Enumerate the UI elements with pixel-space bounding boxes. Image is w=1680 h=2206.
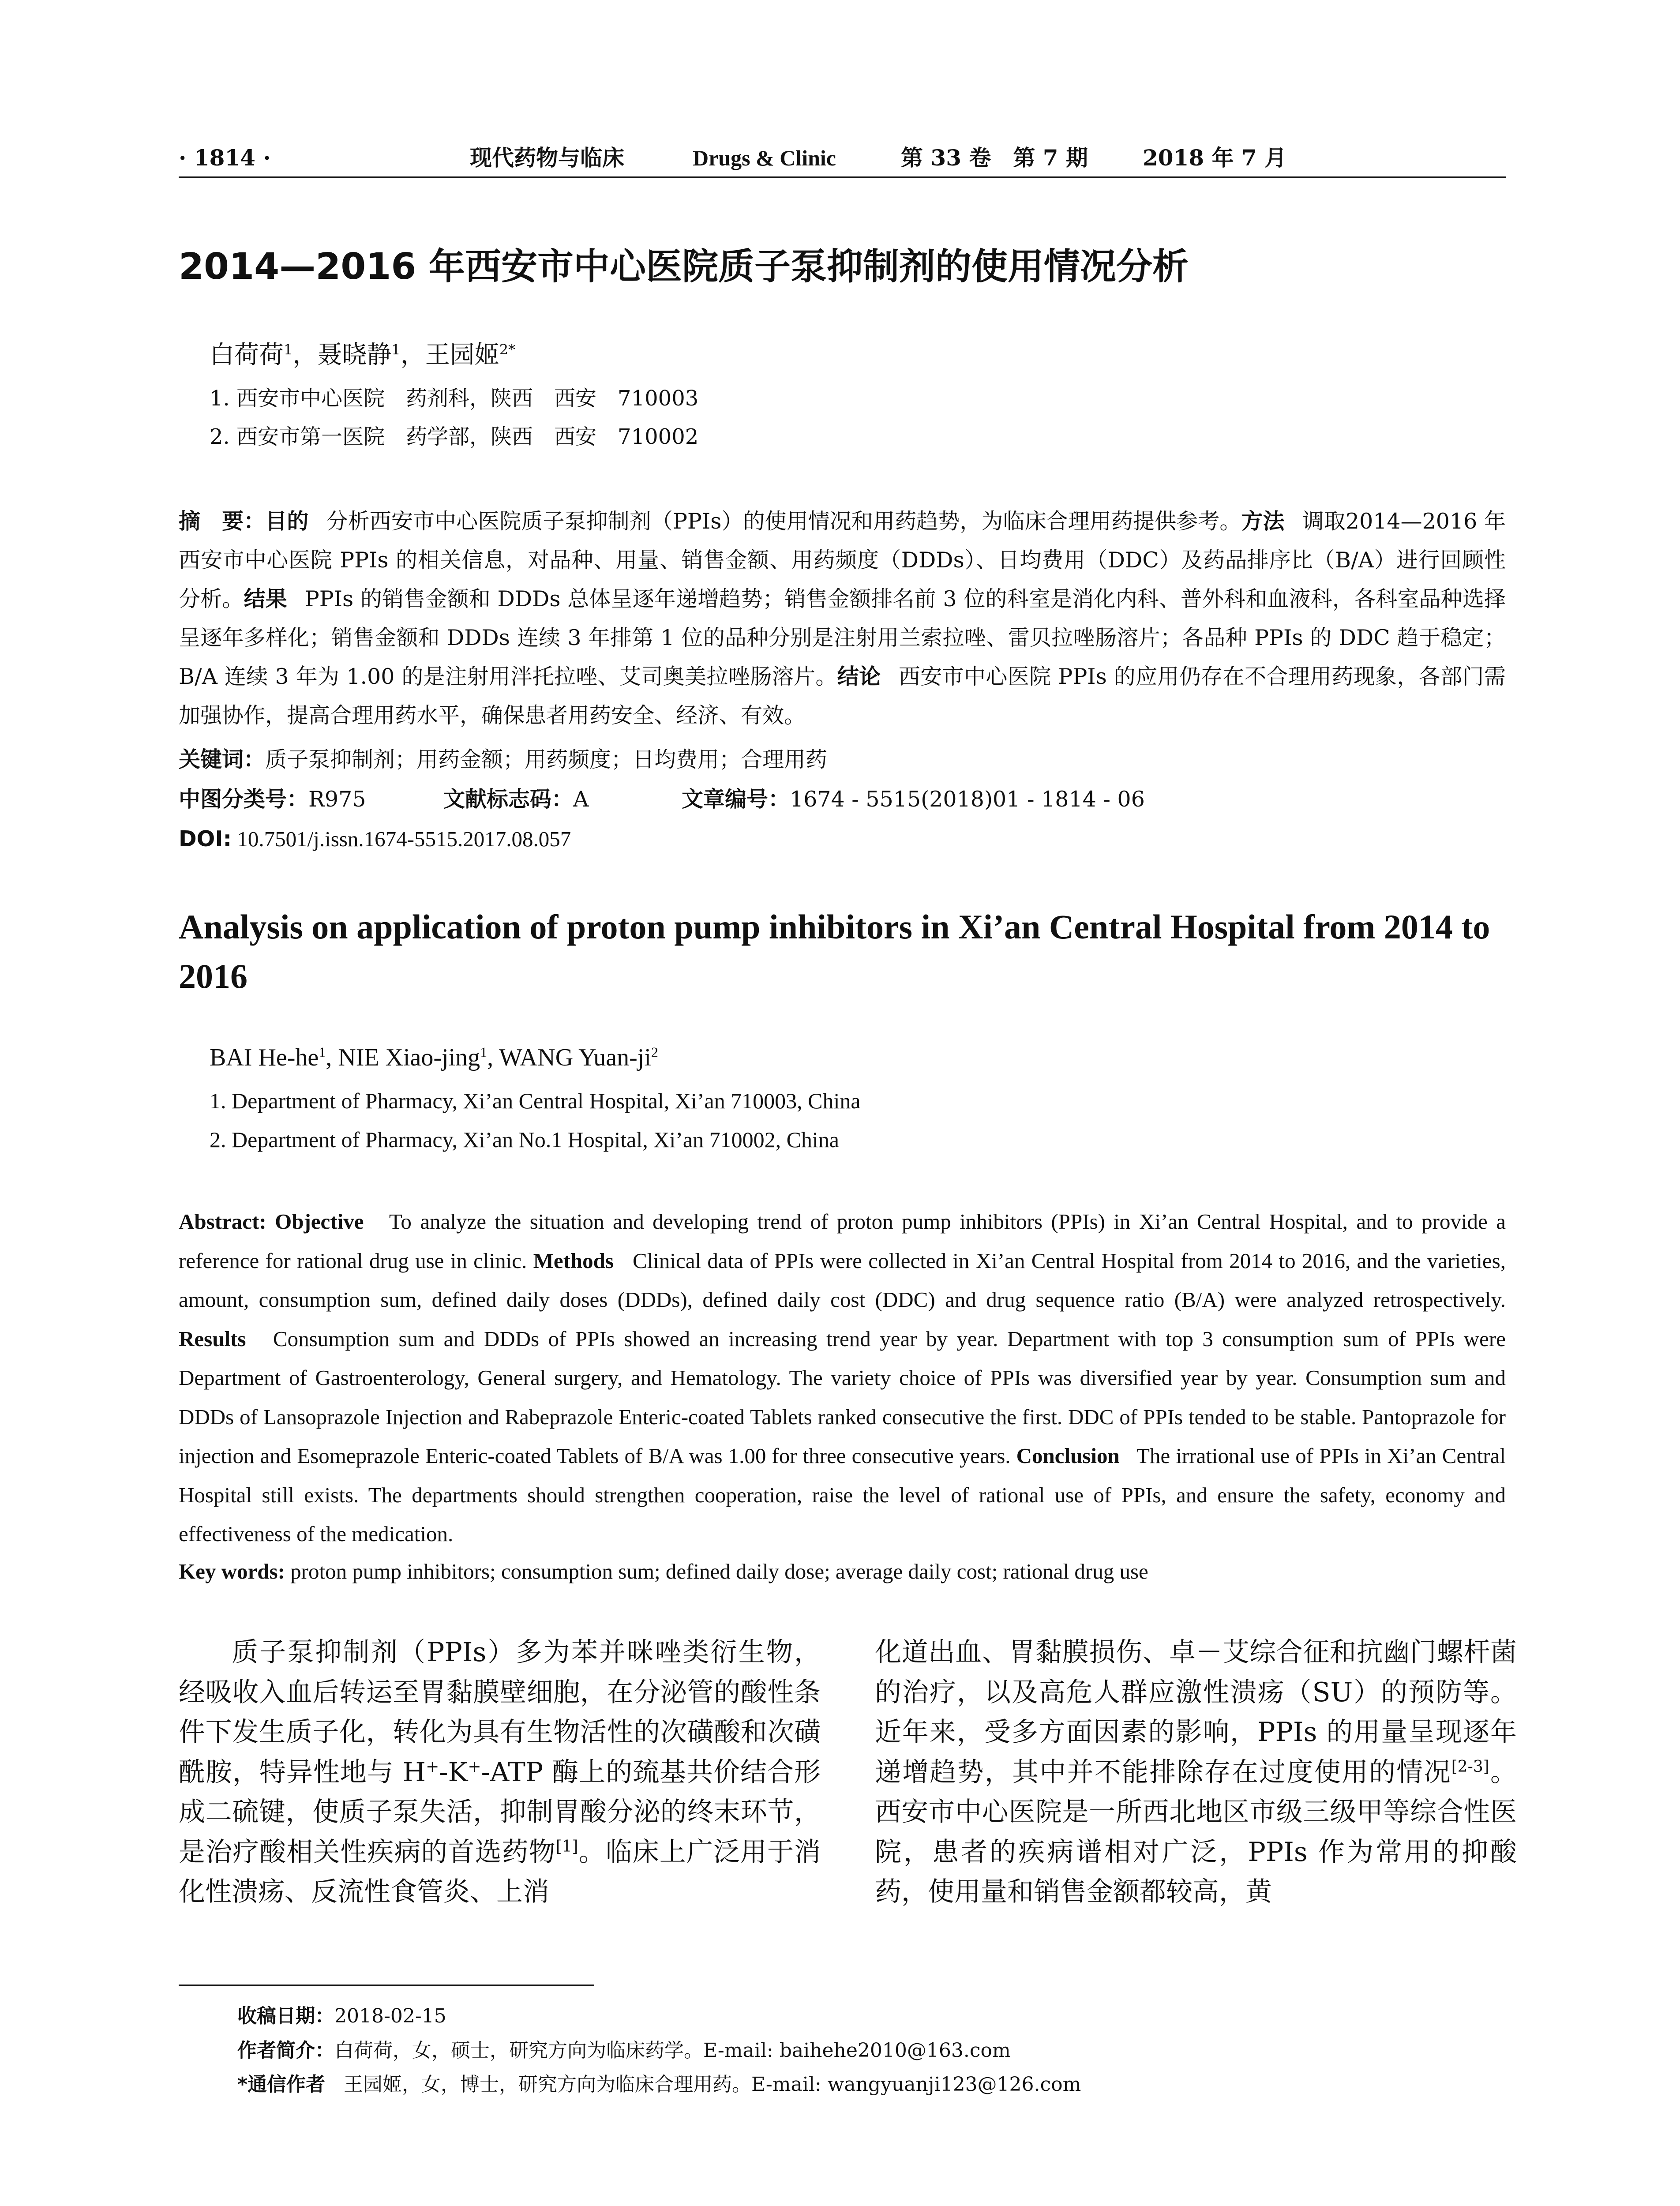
keywords-label: 关键词：: [179, 747, 266, 772]
body-text: 。临床上广泛用于消化性溃疡、反流性食管炎、上消: [179, 1836, 821, 1907]
affiliation-en: 2. Department of Pharmacy, Xi’an No.1 Hospital, Xi’an 710002, China: [210, 1127, 840, 1152]
keywords-cn: [179, 742, 827, 777]
received-date: 2018-02-15: [334, 2005, 446, 2027]
keywords-text: proton pump inhibitors; consumption sum; defined daily dose; average daily cost; rational drug use: [290, 1559, 1148, 1583]
article-title-en: Analysis on application of proton pump inhibitors in Xi’an Central Hospital from 2014 to 2016: [179, 908, 1490, 995]
body-text: 。西安市中心医院是一所西北地区市级三级甲等综合性医院，患者的疾病谱相对广泛，PPIs 作为常用的抑酸药，使用量和销售金额都较高，黄: [875, 1756, 1517, 1907]
superscript: +: [468, 1757, 481, 1776]
objective-text: To analyze the situation and developing trend of proton pump inhibitors (PPIs) in Xi’an Central Hospital, and to provide a reference for rational drug use in clinic.: [179, 1209, 1506, 1273]
body-column-right: [875, 1632, 1517, 1912]
page-number: · 1814 ·: [179, 145, 271, 171]
conclusion-text: The irrational use of PPIs in Xi’an Central Hospital still exists. The departments should strengthen cooperation, raise the level of rational use of PPIs, and ensure the safety, economy and effectiveness of the medication.: [179, 1444, 1506, 1546]
affiliation-en: 1. Department of Pharmacy, Xi’an Central Hospital, Xi’an 710003, China: [210, 1088, 861, 1113]
footnote-author: [237, 2037, 1011, 2064]
conclusion-label: Conclusion: [1016, 1444, 1120, 1468]
article-title-cn: 2014—2016 年西安市中心医院质子泵抑制剂的使用情况分析: [179, 246, 1189, 288]
doc-code: A: [573, 787, 589, 812]
author-intro: 白荷荷，女，硕士，研究方向为临床药学。E-mail: baihehe2010@163.com: [334, 2039, 1011, 2062]
received-label: 收稿日期：: [237, 2005, 334, 2027]
abstract-label: 摘 要：: [179, 509, 266, 534]
body-text: 化道出血、胃黏膜损伤、卓－艾综合征和抗幽门螺杆菌的治疗，以及高危人群应激性溃疡（SU）的预防等。近年来，受多方面因素的影响，PPIs 的用量呈现逐年递增趋势，其中并不能排除存在过度使用的情况: [875, 1637, 1517, 1788]
keywords-label: Key words:: [179, 1559, 285, 1583]
doi-link[interactable]: 10.7501/j.issn.1674-5515.2017.08.057: [237, 827, 571, 851]
body-text: 质子泵抑制剂（PPIs）多为苯并咪唑类衍生物，经吸收入血后转运至胃黏膜壁细胞，在分泌管的酸性条件下发生质子化，转化为具有生物活性的次磺酸和次磺酰胺，特异性地与 H: [179, 1637, 821, 1788]
corresponding-info: 王园姬，女，博士，研究方向为临床合理用药。E-mail: wangyuanji123@126.com: [343, 2073, 1081, 2096]
body-text: -K: [439, 1756, 468, 1788]
footnote-received: [237, 2003, 446, 2030]
objective-label: 目的: [265, 509, 309, 534]
conclusion-label: 结论: [837, 664, 881, 689]
affiliation-cn: 1. 西安市中心医院 药剂科，陕西 西安 710003: [210, 386, 699, 411]
affiliation-cn: 2. 西安市第一医院 药学部，陕西 西安 710002: [210, 424, 699, 449]
journal-name-en: Drugs & Clinic: [693, 146, 836, 170]
superscript: +: [426, 1757, 439, 1776]
body-text: -ATP 酶上的巯基共价结合形成二硫键，使质子泵失活，抑制胃酸分泌的终末环节，是治疗酸相关性疾病的首选药物: [179, 1756, 821, 1868]
footnote-rule: [179, 1985, 594, 1986]
keywords-text: 质子泵抑制剂；用药金额；用药频度；日均费用；合理用药: [265, 747, 828, 772]
citation-ref[interactable]: [2-3]: [1451, 1757, 1489, 1776]
author-name: BAI He-he: [210, 1044, 319, 1071]
keywords-en: [179, 1552, 1506, 1591]
objective-text: 分析西安市中心医院质子泵抑制剂（PPIs）的使用情况和用药趋势，为临床合理用药提供参考。: [326, 509, 1241, 534]
author-affiliation-mark: 1: [284, 341, 293, 358]
author-name: NIE Xiao-jing: [338, 1044, 480, 1071]
running-header: [179, 140, 1506, 176]
results-label: 结果: [244, 586, 287, 612]
article-number-label: 文章编号：: [682, 787, 790, 812]
classification-row: [179, 782, 1145, 817]
doc-code-label: 文献标志码：: [443, 787, 574, 812]
author-name: WANG Yuan-ji: [499, 1044, 651, 1071]
author-intro-label: 作者简介：: [237, 2039, 334, 2062]
author-list-cn: 白荷荷$^1$，聂晓静$^1$，王园姬$^{2*}$: [210, 341, 516, 369]
methods-text: 调取2014—2016 年西安市中心医院 PPIs 的相关信息，对品种、用量、销售金额、用药频度（DDDs）、日均费用（DDC）及药品排序比（B/A）进行回顾性分析。: [179, 509, 1506, 612]
author-affiliation-mark: 2: [651, 1044, 658, 1060]
abstract-en: [179, 1202, 1506, 1554]
author-name: 聂晓静: [317, 341, 392, 369]
issue-date: 2018 年 7 月: [1143, 145, 1287, 171]
header-rule: [179, 176, 1506, 178]
results-label: Results: [179, 1326, 246, 1351]
author-name: 王园姬: [425, 341, 499, 369]
corresponding-label: *通信作者: [237, 2073, 326, 2096]
abstract-objective-label: Abstract: Objective: [179, 1209, 364, 1234]
body-column-left: [179, 1632, 821, 1912]
volume-issue: 第 33 卷 第 7 期: [901, 145, 1088, 171]
results-text: Consumption sum and DDDs of PPIs showed an increasing trend year by year. Department with top 3 consumption sum of PPIs were Department of Gastroenterology, General surgery, and Hematology. The variety choice of PPIs was diversified year by year. Consumption sum and DDDs of Lansoprazole Injection and Rabeprazole Enteric-coated Tablets ranked consecutive the first. DDC of PPIs tended to be stable. Pantoprazole for injection and Esomeprazole Enteric-coated Tablets of B/A was 1.00 for three consecutive years.: [179, 1326, 1506, 1468]
methods-text: Clinical data of PPIs were collected in Xi’an Central Hospital from 2014 to 2016, and the varieties, amount, consumption sum, defined daily doses (DDDs), defined daily cost (DDC) and drug sequence ratio (B/A) were analyzed retrospectively.: [179, 1248, 1506, 1312]
citation-ref[interactable]: [1]: [555, 1837, 578, 1856]
methods-label: Methods: [533, 1248, 614, 1273]
conclusion-text: 西安市中心医院 PPIs 的应用仍存在不合理用药现象，各部门需加强协作，提高合理用药水平，确保患者用药安全、经济、有效。: [179, 664, 1506, 728]
journal-name-cn: 现代药物与临床: [470, 145, 624, 171]
footnote-corresponding: [237, 2071, 1081, 2098]
doi-label: DOI:: [179, 826, 232, 852]
author-affiliation-mark: 1: [480, 1044, 488, 1060]
doi-row: [179, 822, 571, 857]
methods-label: 方法: [1241, 509, 1285, 534]
author-affiliation-mark: 1: [319, 1044, 326, 1060]
results-text: PPIs 的销售金额和 DDDs 总体呈逐年递增趋势；销售金额排名前 3 位的科室是消化内科、普外科和血液科，各科室品种选择呈逐年多样化；销售金额和 DDDs 连续 3 年排第 1 位的品种分别是注射用兰索拉唑、雷贝拉唑肠溶片；各品种 PPIs 的 DDC 趋于稳定；B/A 连续 3 年为 1.00 的是注射用泮托拉唑、艾司奥美拉唑肠溶片。: [179, 586, 1506, 689]
clc-code: R975: [308, 787, 366, 812]
article-number: 1674 - 5515(2018)01 - 1814 - 06: [790, 787, 1145, 812]
author-name: 白荷荷: [210, 341, 284, 369]
author-affiliation-mark: 2*: [499, 341, 516, 358]
author-list-en: BAI $He-he^1$, NIE Xiao-jing$^1$, WANG Yuan-$ji^2$: [210, 1044, 658, 1071]
author-affiliation-mark: 1: [391, 341, 401, 358]
abstract-cn: [179, 502, 1506, 735]
clc-label: 中图分类号：: [179, 787, 309, 812]
